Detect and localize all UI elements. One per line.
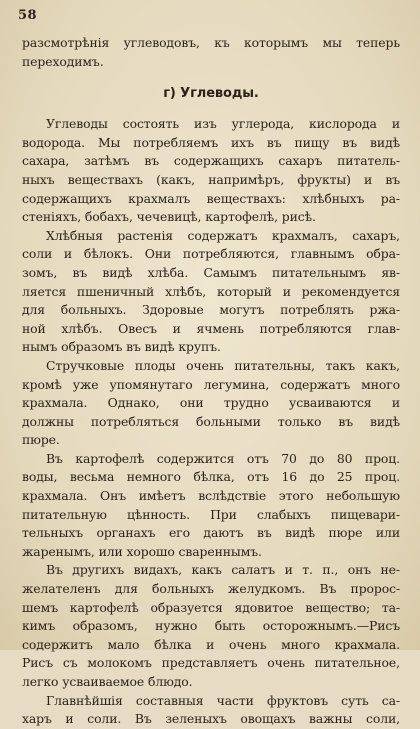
- text-line: пюре.: [22, 432, 60, 448]
- text-line: Главнѣйшія составныя части фруктовъ суть са-: [46, 692, 400, 708]
- text-line: желателенъ для больныхъ желудкомъ. Въ пророс-: [22, 581, 400, 597]
- text-line: ной хлѣбъ. Овесъ и ячмень потребляются глав-: [22, 320, 400, 336]
- page-number: 58: [18, 8, 38, 23]
- paragraph: [22, 561, 400, 691]
- text-line: Въ другихъ видахъ, какъ салатъ и т. п., онъ не-: [46, 562, 400, 578]
- text-line: крахмала. Онъ имѣетъ вслѣдствіе этого небольшую: [22, 488, 400, 504]
- text-line: Рисъ съ молокомъ представляетъ очень питательное,: [22, 655, 400, 671]
- text-line: для больныхъ. Здоровые могутъ потреблять ржа-: [22, 302, 400, 318]
- text-line: разсмотрѣнія углеводовъ, къ которымъ мы теперь: [22, 35, 400, 50]
- text-line: содержитъ мало бѣлка и очень много крахмала.: [22, 636, 400, 652]
- text-line: кромѣ уже упомянутаго легумина, содержатъ много: [22, 376, 400, 392]
- text-line: жаренымъ, или хорошо свареннымъ.: [22, 543, 262, 559]
- text-line: харъ и соли. Въ зеленыхъ овощахъ важны соли,: [22, 711, 400, 727]
- text-line: нымъ образомъ въ видѣ крупъ.: [22, 339, 221, 355]
- text-line: ляется пшеничный хлѣбъ, который и рекомендуется: [22, 283, 400, 299]
- paragraph: [22, 115, 400, 227]
- text-line: кимъ образомъ, нужно быть осторожнымъ.—Рисъ: [22, 618, 400, 634]
- text-line: Углеводы состоять изъ углерода, кислорода и: [46, 116, 400, 132]
- paragraph: [22, 227, 400, 357]
- section-heading: г) Углеводы.: [163, 86, 259, 102]
- text-line: должны потребляться больными только въ видѣ: [22, 413, 400, 429]
- text-line: легко усваиваемое блюдо.: [22, 674, 193, 689]
- text-line: питательную цѣнность. При слабыхъ пищевари-: [22, 506, 400, 522]
- text-line: сахара, затѣмъ въ содержащихъ сахаръ питатель-: [22, 153, 400, 169]
- text-line: Стручковые плоды очень питательны, такъ какъ,: [46, 357, 400, 373]
- text-line: воды, весьма немного бѣлка, отъ 16 до 25 проц.: [22, 469, 400, 485]
- paragraph: [22, 450, 400, 562]
- text-line: соли и бѣлокъ. Они потребляются, главнымъ обра-: [22, 246, 400, 262]
- text-line: Хлѣбныя растенія содержатъ крахмалъ, сахаръ,: [46, 227, 400, 243]
- text-line: водорода. Мы потребляемъ ихъ въ пищу въ видѣ: [22, 134, 400, 150]
- paragraph: [22, 692, 400, 729]
- text-line: зомъ, въ видѣ хлѣба. Самымъ питательнымъ яв-: [22, 264, 400, 280]
- text-line: содержащихъ крахмалъ веществахъ: хлѣбныхъ ра-: [22, 190, 400, 206]
- text-line: шемъ картофелѣ образуется ядовитое вещество; та-: [22, 599, 400, 615]
- text-line: Въ картофелѣ содержится отъ 70 до 80 проц.: [46, 450, 400, 466]
- page-body: [22, 34, 400, 729]
- text-line: крахмала. Однако, они трудно усваиваются и: [22, 395, 400, 411]
- text-line: тельныхъ органахъ его даютъ въ видѣ пюре или: [22, 525, 400, 541]
- paragraph: [22, 357, 400, 450]
- text-line: ныхъ веществахъ (какъ, напримѣръ, фрукты) и въ: [22, 171, 400, 187]
- text-line: переходимъ.: [22, 53, 104, 69]
- text-line: стеніяхъ, бобахъ, чечевицѣ, картофелѣ, рисѣ.: [22, 209, 316, 225]
